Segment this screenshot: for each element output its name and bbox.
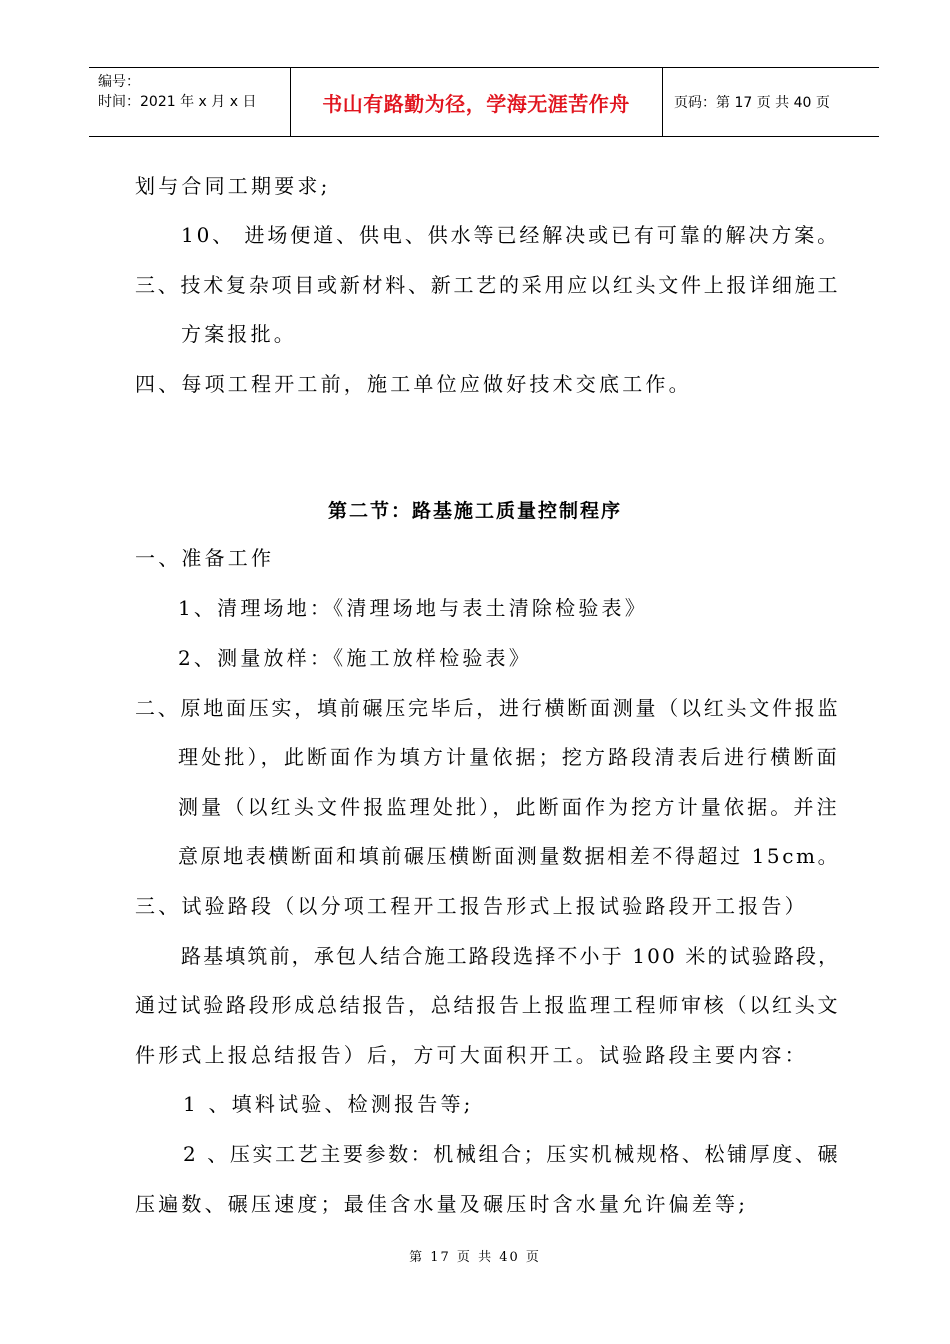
section-line: 二、原地面压实，填前碾压完毕后，进行横断面测量（以红头文件报监 — [135, 696, 841, 720]
section-line: 一、准备工作 — [135, 546, 275, 570]
body-line: 三、技术复杂项目或新材料、新工艺的采用应以红头文件上报详细施工 — [135, 273, 841, 297]
header-page-info: 页码：第 17 页 共 40 页 — [674, 95, 830, 111]
section-line: 1、清理场地：《清理场地与表土清除检验表》 — [178, 596, 648, 620]
section-line: 路基填筑前，承包人结合施工路段选择不小于 100 米的试验路段， — [181, 944, 841, 968]
section-line: 理处批），此断面作为填方计量依据；挖方路段清表后进行横断面 — [178, 745, 840, 769]
header-page-cell — [662, 68, 879, 136]
section-line: 测量（以红头文件报监理处批），此断面作为挖方计量依据。并注 — [178, 795, 840, 819]
section-line: 2 、压实工艺主要参数：机械组合；压实机械规格、松铺厚度、碾 — [183, 1142, 841, 1166]
header-motto-cell — [290, 68, 663, 136]
section-line: 通过试验路段形成总结报告，总结报告上报监理工程师审核（以红头文 — [135, 993, 841, 1017]
section-line: 三、试验路段（以分项工程开工报告形式上报试验路段开工报告） — [135, 894, 808, 918]
page-footer: 第 17 页 共 40 页 — [409, 1250, 541, 1265]
section-heading: 第二节：路基施工质量控制程序 — [327, 500, 622, 522]
page-header — [89, 67, 879, 137]
header-motto: 书山有路勤为径，学海无涯苦作舟 — [322, 91, 630, 116]
section-line: 1 、填料试验、检测报告等; — [183, 1092, 474, 1116]
header-meta-cell — [89, 68, 291, 136]
doc-time-label: 时间：2021 年 x 月 x 日 — [98, 94, 257, 110]
body-line: 10、 进场便道、供电、供水等已经解决或已有可靠的解决方案。 — [181, 223, 841, 247]
body-line: 方案报批。 — [181, 322, 297, 346]
section-line: 意原地表横断面和填前碾压横断面测量数据相差不得超过 15cm。 — [178, 844, 841, 868]
doc-number-label: 编号： — [98, 74, 140, 90]
section-line: 2、测量放样：《施工放样检验表》 — [178, 646, 532, 670]
body-line: 划与合同工期要求; — [135, 174, 331, 198]
body-line: 四、每项工程开工前，施工单位应做好技术交底工作。 — [135, 372, 692, 396]
section-line: 压遍数、碾压速度；最佳含水量及碾压时含水量允许偏差等; — [135, 1192, 749, 1216]
section-line: 件形式上报总结报告）后，方可大面积开工。试验路段主要内容： — [135, 1043, 808, 1067]
